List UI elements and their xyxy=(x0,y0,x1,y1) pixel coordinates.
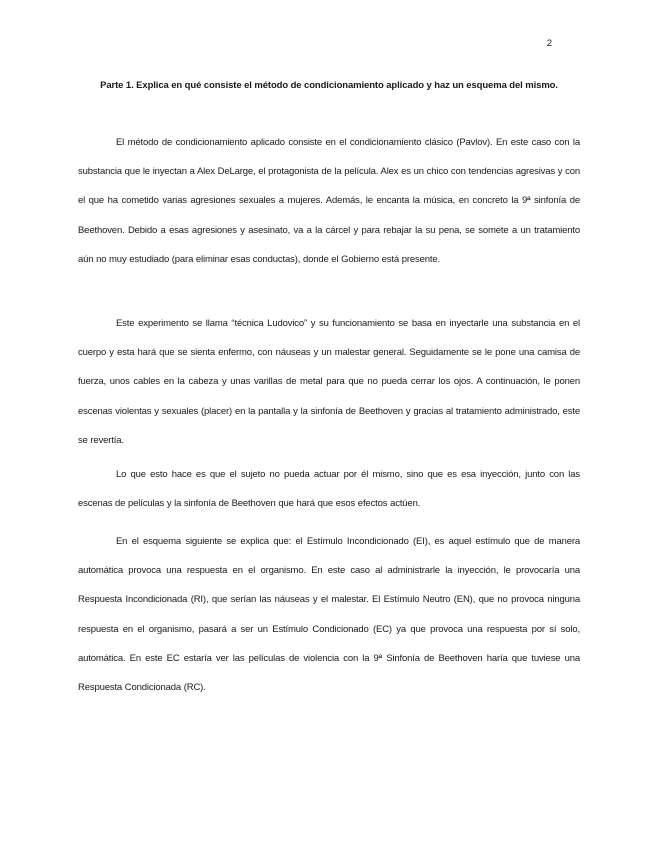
paragraph-2: Este experimento se llama “técnica Ludovico” y su funcionamiento se basa en inyectarle una substancia en el cuerpo y esta hará que se sienta enfermo, con náuseas y un malestar general. Seguidamente se le pone una camisa de fuerza, unos cables en la cabeza y unas varillas de metal para que no pueda cerrar los ojos. A continuación, le ponen escenas violentas y sexuales (placer) en la pantalla y la sinfonía de Beethoven y gracias al tratamiento administrado, este se revertía. xyxy=(78,318,580,446)
paragraph-4: En el esquema siguiente se explica que: el Estímulo Incondicionado (EI), es aquel estímulo que de manera automática provoca una respuesta en el organismo. En este caso al administrarle la inyección, le provocaría una Respuesta Incondicionada (RI), que serían las náuseas y el malestar. El Estímulo Neutro (EN), que no provoca ninguna respuesta en el organismo, pasará a ser un Estímulo Condicionado (EC) ya que provoca una respuesta por sí solo, automática. En este EC estaría ver las películas de violencia con la 9ª Sinfonía de Beethoven haría que tuviese una Respuesta Condicionada (RC). xyxy=(78,536,580,694)
page-number: 2 xyxy=(546,38,552,49)
section-heading: Parte 1. Explica en qué consiste el método de condicionamiento aplicado y haz un esquema del mismo. xyxy=(100,80,558,91)
paragraph-1: El método de condicionamiento aplicado consiste en el condicionamiento clásico (Pavlov). En este caso con la substancia que le inyectan a Alex DeLarge, el protagonista de la película. Alex es un chico con tendencias agresivas y con el que ha cometido varias agresiones sexuales a mujeres. Además, le encanta la música, en concreto la 9ª sinfonía de Beethoven. Debido a esas agresiones y asesinato, va a la cárcel y para rebajar la su pena, se somete a un tratamiento aún no muy estudiado (para eliminar esas conductas), donde el Gobierno está presente. xyxy=(78,137,580,265)
paragraph-3: Lo que esto hace es que el sujeto no pueda actuar por él mismo, sino que es esa inyección, junto con las escenas de películas y la sinfonía de Beethoven que hará que esos efectos actúen. xyxy=(78,469,580,510)
